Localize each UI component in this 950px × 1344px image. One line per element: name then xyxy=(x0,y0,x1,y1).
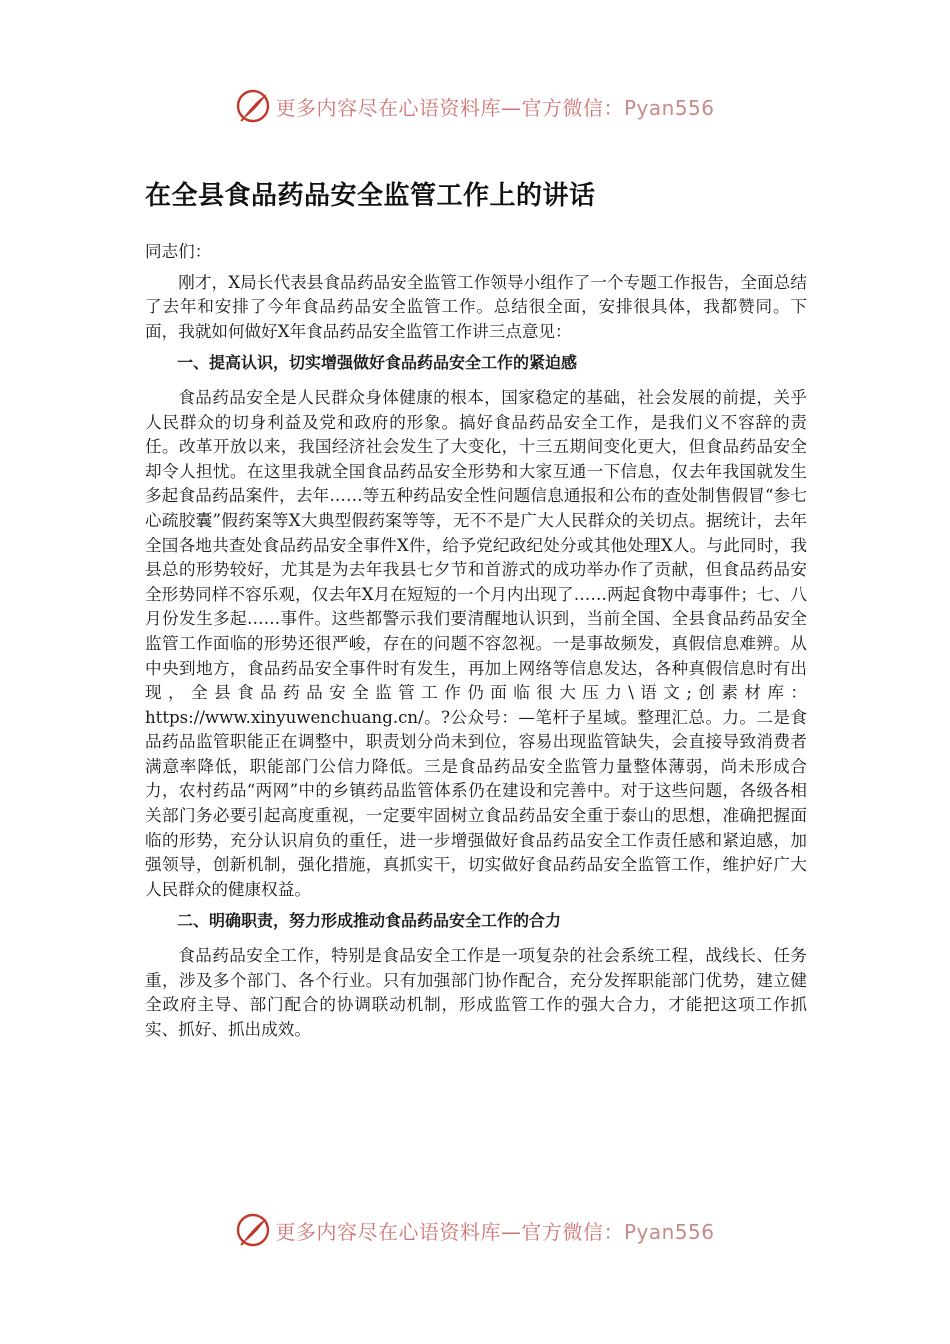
document-page xyxy=(145,172,807,1049)
section-2-paragraph: 食品药品安全工作，特别是食品安全工作是一项复杂的社会系统工程，战线长、任务重，涉及多个部门、各个行业。只有加强部门协作配合，充分发挥职能部门优势，建立健全政府主导、部门配合的协调联动机制，形成监管工作的强大合力，才能把这项工作抓实、抓好、抓出成效。 xyxy=(145,946,807,1039)
banner-text: 更多内容尽在心语资料库—官方微信：Pyan556 xyxy=(275,95,715,120)
banner-text: 更多内容尽在心语资料库—官方微信：Pyan556 xyxy=(275,1219,715,1244)
quill-logo-icon xyxy=(235,1212,271,1248)
intro-paragraph: 刚才，X局长代表县食品药品安全监管工作领导小组作了一个专题工作报告，全面总结了去年和安排了今年食品药品安全监管工作。总结很全面，安排很具体，我都赞同。下面，我就如何做好X年食品药品安全监管工作讲三点意见： xyxy=(145,272,807,341)
quill-logo-icon xyxy=(235,88,271,124)
document-title: 在全县食品药品安全监管工作上的讲话 xyxy=(145,181,596,211)
footer-banner xyxy=(0,1208,950,1252)
salutation: 同志们： xyxy=(145,242,212,261)
section-1-heading: 一、提高认识，切实增强做好食品药品安全工作的紧迫感 xyxy=(177,353,578,373)
section-2-heading: 二、明确职责，努力形成推动食品药品安全工作的合力 xyxy=(177,911,562,931)
section-1-paragraph: 食品药品安全是人民群众身体健康的根本，国家稳定的基础，社会发展的前提，关乎人民群众的切身利益及党和政府的形象。搞好食品药品安全工作，是我们义不容辞的责任。改革开放以来，我国经济社会发生了大变化，十三五期间变化更大，但食品药品安全却令人担忧。在这里我就全国食品药品安全形势和大家互通一下信息，仅去年我国就发生多起食品药品案件，去年……等五种药品安全性问题信息通报和公布的查处制售假冒“参七心疏胶囊”假药案等X大典型假药案等等，无不不是广大人民群众的关切点。据统计，去年全国各地共查处食品药品安全事件X件，给予党纪政纪处分或其他处理X人。与此同时，我县总的形势较好，尤其是为去年我县七夕节和首游式的成功举办作了贡献，但食品药品安全形势同样不容乐观，仅去年X月在短短的一个月内出现了……两起食物中毒事件；七、八月份发生多起……事件。这些都警示我们要清醒地认识到，当前全国、全县食品药品安全监管工作面临的形势还很严峻，存在的问题不容忽视。一是事故频发，真假信息难辨。从中央到地方，食品药品安全事件时有发生，再加上网络等信息发达，各种真假信息时有出现，全县食品药品安全监管工作仍面临很大压力\语文;创素材库：https://www.xinyuwenchuang.cn/。?公众号：—笔杆子星域。整理汇总。力。二是食品药品监管职能正在调整中，职责划分尚未到位，容易出现监管缺失，会直接导致消费者满意率降低，职能部门公信力降低。三是食品药品安全监管力量整体薄弱，尚未形成合力，农村药品“两网”中的乡镇药品监管体系仍在建设和完善中。对于这些问题，各级各相关部门务必要引起高度重视，一定要牢固树立食品药品安全重于泰山的思想，准确把握面临的形势，充分认识肩负的重任，进一步增强做好食品药品安全工作责任感和紧迫感，加强领导，创新机制，强化措施，真抓实干，切实做好食品药品安全监管工作，维护好广大人民群众的健康权益。 xyxy=(145,387,807,899)
header-banner xyxy=(0,84,950,128)
